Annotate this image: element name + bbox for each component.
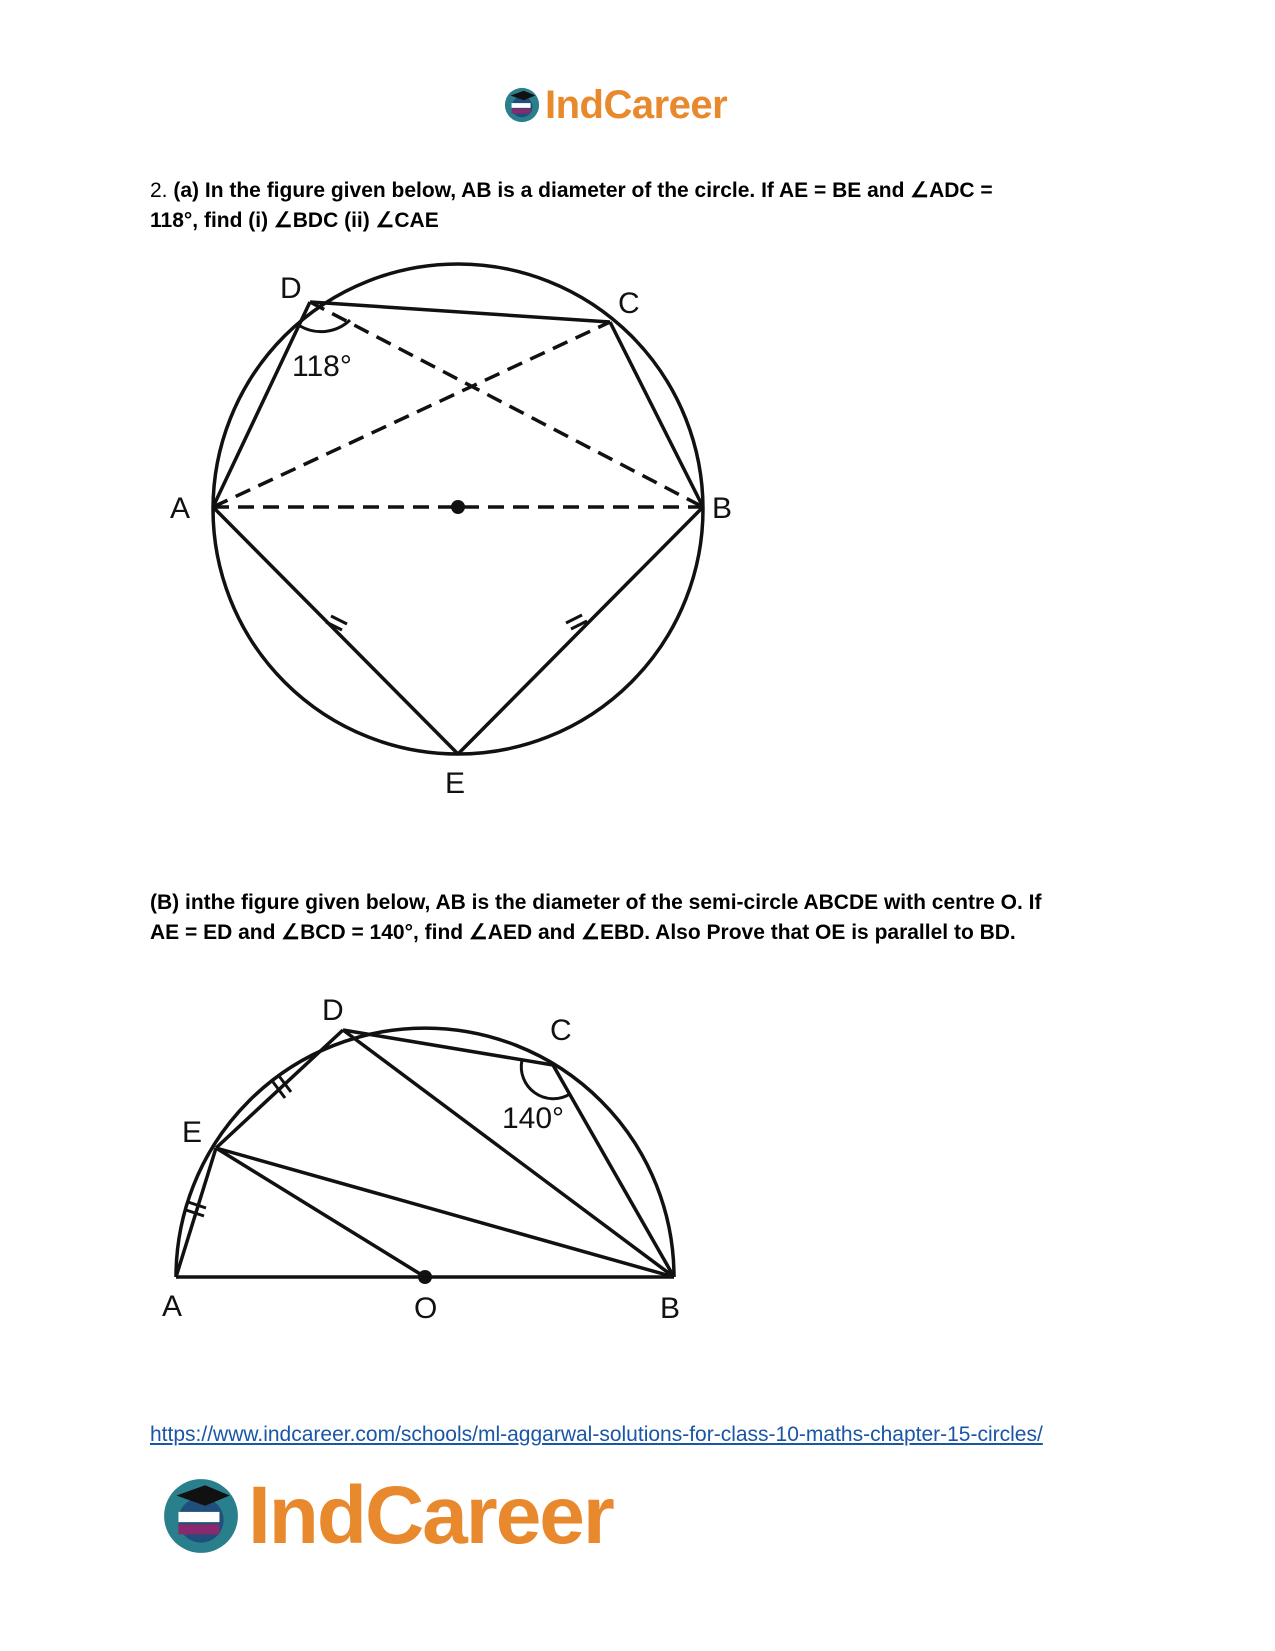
label-d: D <box>322 994 344 1027</box>
chord-db <box>343 1030 674 1277</box>
logo-wordmark: IndCareer <box>545 82 728 127</box>
question-b-line1: (B) inthe figure given below, AB is the diameter of the semi-circle ABCDE with centre O. If <box>150 891 1042 914</box>
angle-label-118: 118° <box>292 350 352 383</box>
figure-a-circle-diagram <box>160 258 800 818</box>
question-b-text <box>150 888 1140 948</box>
segment-eo <box>216 1148 425 1277</box>
logo-wordmark: IndCareer <box>248 1470 613 1561</box>
semicircle-arc <box>176 1028 674 1277</box>
question-b-line2: AE = ED and ∠BCD = 140°, find ∠AED and ∠EBD. Also Prove that OE is parallel to BD. <box>150 921 1016 944</box>
label-a: A <box>162 1290 183 1323</box>
question-a-text <box>150 176 1140 236</box>
label-d: D <box>280 272 302 305</box>
indcareer-logo-icon <box>503 86 541 124</box>
angle-label-140: 140° <box>502 1102 565 1135</box>
label-c: C <box>550 1014 572 1047</box>
chord-cb <box>610 322 703 507</box>
question-number: 2. <box>150 179 168 202</box>
footer-logo <box>160 1470 613 1562</box>
label-b: B <box>660 1292 681 1325</box>
label-a: A <box>170 492 191 525</box>
centre-point <box>451 500 465 514</box>
tick-mark-ae <box>326 616 347 630</box>
label-c: C <box>618 287 640 320</box>
label-e: E <box>445 767 466 800</box>
chord-ae <box>213 507 458 754</box>
angle-arc-adc <box>300 320 350 332</box>
indcareer-logo-icon <box>160 1475 242 1557</box>
figure-b-semicircle-diagram <box>160 990 720 1340</box>
chord-be <box>458 507 703 754</box>
chord-dc <box>310 302 610 322</box>
centre-point-o <box>418 1270 432 1284</box>
header-logo <box>503 80 727 130</box>
chord-cb <box>553 1065 674 1277</box>
label-o: O <box>414 1292 438 1325</box>
label-b: B <box>712 492 733 525</box>
chord-da <box>213 302 310 507</box>
chord-eb <box>216 1148 674 1277</box>
source-url-link[interactable]: https://www.indcareer.com/schools/ml-aggarwal-solutions-for-class-10-maths-chapter-15-circles/ <box>150 1423 1043 1446</box>
dashed-db <box>310 302 703 507</box>
question-a-line2: 118°, find (i) ∠BDC (ii) ∠CAE <box>150 209 439 232</box>
question-a-line1: (a) In the figure given below, AB is a diameter of the circle. If AE = BE and ∠ADC = <box>173 179 993 202</box>
label-e: E <box>182 1116 203 1149</box>
